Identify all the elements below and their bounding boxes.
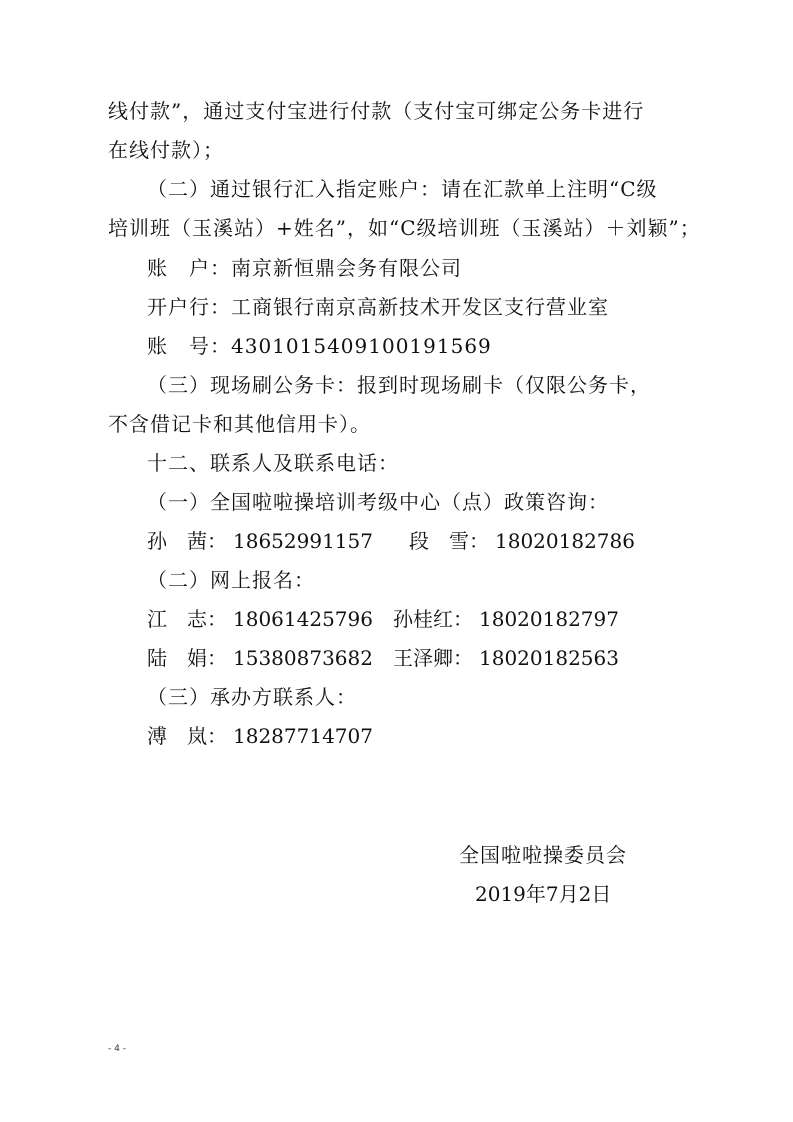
- contact-phone: 15380873682: [233, 646, 373, 670]
- subsection-heading: （三）承办方联系人：: [147, 685, 357, 709]
- contact-name: 孙桂红：: [393, 607, 473, 631]
- contact-row: [147, 646, 619, 670]
- contact-row: [147, 607, 619, 631]
- contact-phone: 18020182786: [495, 529, 635, 553]
- contact-phone: 18020182797: [479, 607, 619, 631]
- paragraph-line: 培训班（玉溪站）+姓名”，如“C级培训班（玉溪站）＋刘颖”；: [108, 216, 701, 240]
- account-name-line: 账 户：南京新恒鼎会务有限公司: [147, 256, 462, 280]
- paragraph-line: （二）通过银行汇入指定账户：请在汇款单上注明“C级: [147, 177, 658, 201]
- paragraph-line: 不含借记卡和其他信用卡）。: [108, 412, 371, 436]
- paragraph-line: （三）现场刷公务卡：报到时现场刷卡（仅限公务卡，: [147, 373, 651, 397]
- contact-name: 溥 岚：: [147, 724, 227, 748]
- contact-phone: 18020182563: [479, 646, 619, 670]
- account-number-line: 账 号：4301015409100191569: [147, 334, 492, 358]
- paragraph-line: 线付款”，通过支付宝进行付款（支付宝可绑定公务卡进行: [108, 99, 645, 123]
- paragraph-line: 在线付款）；: [108, 138, 224, 162]
- contact-row: [147, 529, 635, 553]
- contact-phone: 18061425796: [233, 607, 373, 631]
- signature-date: 2019年7月2日: [475, 882, 612, 906]
- signature-org: 全国啦啦操委员会: [459, 843, 627, 867]
- contact-name: 陆 娟：: [147, 646, 227, 670]
- contact-name: 江 志：: [147, 607, 227, 631]
- section-heading: 十二、联系人及联系电话：: [147, 451, 399, 475]
- contact-phone: 18287714707: [233, 724, 373, 748]
- contact-name: 孙 茜：: [147, 529, 227, 553]
- page-number: - 4 -: [108, 1044, 126, 1054]
- bank-line: 开户行：工商银行南京高新技术开发区支行营业室: [147, 295, 609, 319]
- subsection-heading: （二）网上报名：: [147, 568, 315, 592]
- contact-name: 段 雪：: [409, 529, 489, 553]
- contact-phone: 18652991157: [233, 529, 373, 553]
- contact-name: 王泽卿：: [393, 646, 473, 670]
- contact-row: [147, 724, 373, 748]
- subsection-heading: （一）全国啦啦操培训考级中心（点）政策咨询：: [147, 490, 609, 514]
